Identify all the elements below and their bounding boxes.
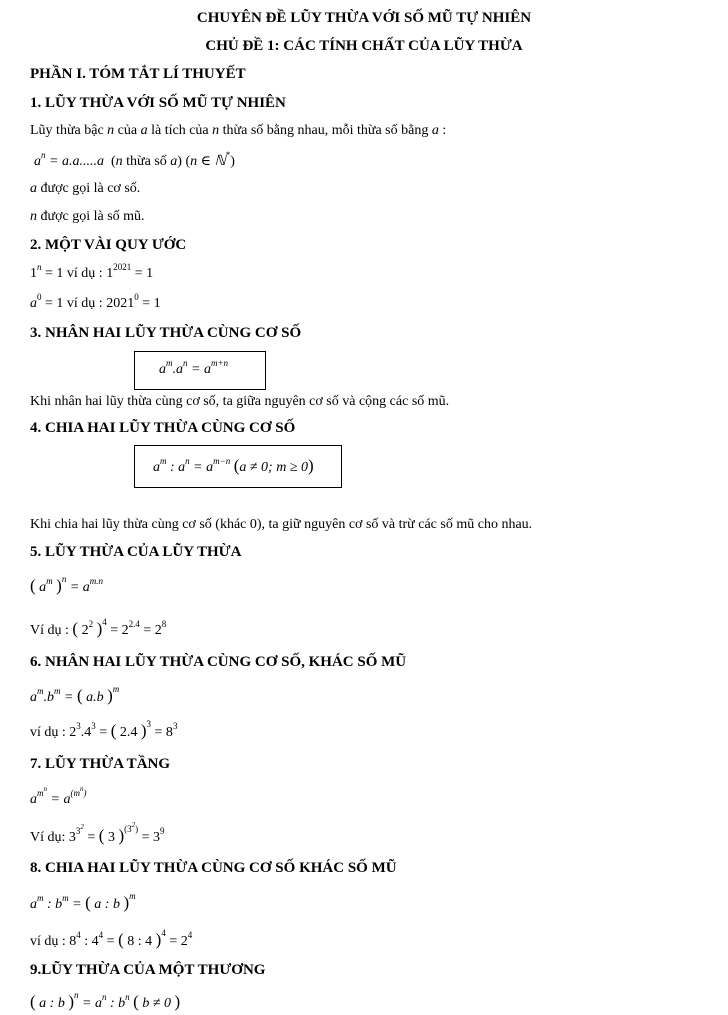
quotient-condition: b ≠ 0 bbox=[142, 996, 171, 1011]
var-n-2: n bbox=[212, 123, 220, 138]
example-label-2: ví dụ : bbox=[66, 296, 103, 311]
formula-product: = a.a.....a bbox=[49, 154, 104, 169]
power-of-quotient-formula: ( a : b )$^n = a^n$ : $b^n$ ( b ≠ 0 ) bbox=[30, 990, 181, 1011]
var-n: n bbox=[107, 123, 115, 138]
formula-box-multiply bbox=[134, 351, 266, 390]
example-label-5: Ví dụ : bbox=[30, 623, 69, 638]
section-8-example: ví dụ : $8^4$ : $4^4$ = ( 8 : 4 )$^4 = 2^4$ bbox=[30, 928, 193, 949]
year-base: 2021 bbox=[106, 296, 135, 311]
example-label-8: ví dụ : bbox=[30, 934, 66, 949]
example-label-6: ví dụ : bbox=[30, 725, 66, 740]
var-a: a bbox=[140, 123, 148, 138]
formula-text: thừa số bbox=[126, 154, 167, 169]
convention-1: $1^n = 1$ ví dụ : $1^{2021} = 1$ bbox=[30, 262, 154, 281]
exponent-text: được gọi là số mũ. bbox=[40, 209, 145, 224]
power-of-power-formula: ( $a^m$ )$^n = a^{m.n}$ bbox=[30, 574, 104, 595]
section-7-heading: 7. LŨY THỪA TẦNG bbox=[30, 756, 171, 772]
section-9-heading: 9.LŨY THỪA CỦA MỘT THƯƠNG bbox=[30, 962, 266, 978]
section-7-example: Ví dụ: $3^{3^2}$ = ( 3 )$^{(3^2)} = 3^9$ bbox=[30, 821, 165, 845]
product-power-formula: $a^m.b^m$ = ( a.b )$^m$ bbox=[30, 684, 120, 705]
section-8-heading: 8. CHIA HAI LŨY THỪA CÙNG CƠ SỐ KHÁC SỐ MŨ bbox=[30, 860, 397, 876]
example-label-7: Ví dụ: bbox=[30, 830, 66, 845]
section-3-heading: 3. NHÂN HAI LŨY THỪA CÙNG CƠ SỐ bbox=[30, 325, 302, 341]
section-6-heading: 6. NHÂN HAI LŨY THỪA CÙNG CƠ SỐ, KHÁC SỐ MŨ bbox=[30, 654, 407, 670]
def-text-3: là tích của bbox=[151, 123, 209, 138]
section-4-text: Khi chia hai lũy thừa cùng cơ số (khác 0), ta giữ nguyên cơ số và trừ các số mũ cho nhau. bbox=[30, 517, 533, 532]
power-definition-formula: $a^n = a.a.....a$ (n thừa số a) (n ∈ ℕ*) bbox=[34, 150, 235, 169]
section-5-example: Ví dụ : ( $2^2$ )$^4 = 2^{2.4} = 2^8$ bbox=[30, 617, 167, 638]
def-text-1: Lũy thừa bậc bbox=[30, 123, 104, 138]
base-line: a được gọi là cơ số. bbox=[30, 181, 141, 196]
section-2-heading: 2. MỘT VÀI QUY ƯỚC bbox=[30, 237, 187, 253]
base-text: được gọi là cơ số. bbox=[40, 181, 141, 196]
section-1-heading: 1. LŨY THỪA VỚI SỐ MŨ TỰ NHIÊN bbox=[30, 95, 286, 111]
multiply-formula: $a^m.a^n = a^{m+n}$ bbox=[159, 358, 229, 377]
divide-formula: $a^m$ : $a^n = a^{m-n}$ (a ≠ 0; m ≥ 0) bbox=[153, 456, 314, 475]
formula-set: n ∈ ℕ bbox=[190, 154, 226, 169]
formula-box-divide bbox=[134, 445, 342, 488]
def-text-4: thừa số bằng nhau, mỗi thừa số bằng bbox=[222, 123, 429, 138]
section-5-heading: 5. LŨY THỪA CỦA LŨY THỪA bbox=[30, 544, 242, 560]
topic-title: CHỦ ĐỀ 1: CÁC TÍNH CHẤT CỦA LŨY THỪA bbox=[205, 38, 523, 54]
divide-condition: a ≠ 0; m ≥ 0 bbox=[239, 460, 309, 475]
convention-2: $a^0 = 1$ ví dụ : $2021^0 = 1$ bbox=[30, 292, 161, 311]
section-3-text: Khi nhân hai lũy thừa cùng cơ số, ta giữa nguyên cơ số và cộng các số mũ. bbox=[30, 394, 450, 409]
part-heading: PHẦN I. TÓM TẮT LÍ THUYẾT bbox=[30, 66, 246, 82]
exponent-line: n được gọi là số mũ. bbox=[30, 209, 145, 224]
section-6-example: ví dụ : $2^3.4^3$ = ( 2.4 )$^3 = 8^3$ bbox=[30, 719, 178, 740]
var-a-2: a bbox=[431, 123, 439, 138]
quotient-power-formula: $a^m$ : $b^m$ = ( a : b )$^m$ bbox=[30, 891, 136, 912]
section-4-heading: 4. CHIA HAI LŨY THỪA CÙNG CƠ SỐ bbox=[30, 420, 296, 436]
year-exponent: 2021 bbox=[113, 262, 132, 272]
def-text-2: của bbox=[117, 123, 138, 138]
example-label: ví dụ : bbox=[66, 266, 103, 281]
tower-power-formula: $a^{m^n} = a^{(m^n)}$ bbox=[30, 785, 87, 807]
definition-line bbox=[30, 123, 446, 139]
document-title: CHUYÊN ĐỀ LŨY THỪA VỚI SỐ MŨ TỰ NHIÊN bbox=[196, 10, 532, 26]
def-colon: : bbox=[442, 123, 447, 138]
